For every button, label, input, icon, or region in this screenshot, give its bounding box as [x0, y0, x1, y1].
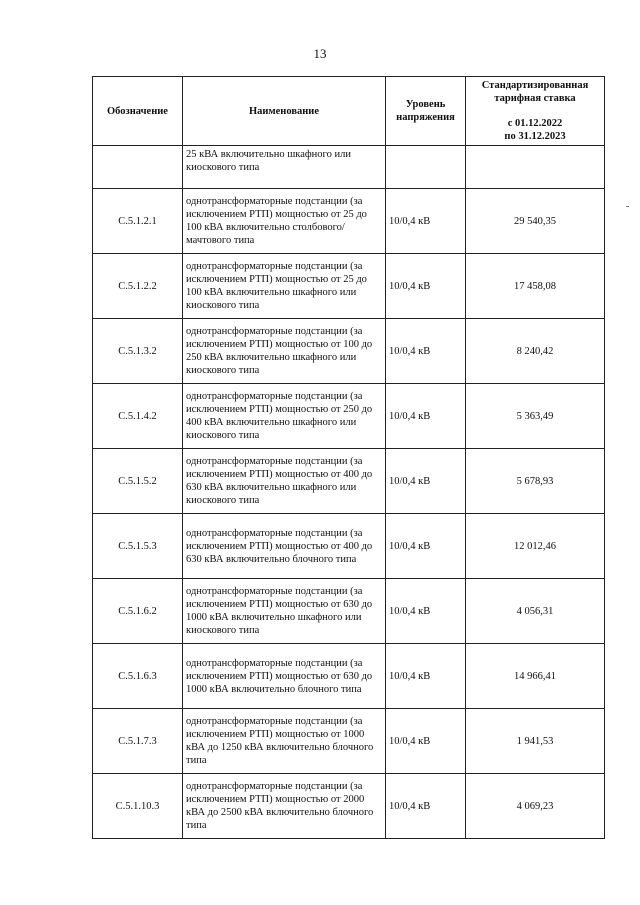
cell-code: С.5.1.10.3 — [93, 774, 183, 839]
header-name: Наименование — [183, 77, 386, 146]
cell-rate: 5 678,93 — [466, 449, 605, 514]
header-code: Обозначение — [93, 77, 183, 146]
cell-name: однотрансформаторные подстанции (за исключением РТП) мощностью от 630 до 1000 кВА включительно блочного типа — [183, 644, 386, 709]
header-rate-period — [469, 117, 601, 143]
cell-code: С.5.1.5.3 — [93, 514, 183, 579]
cell-name: однотрансформаторные подстанции (за исключением РТП) мощностью от 400 до 630 кВА включительно блочного типа — [183, 514, 386, 579]
cell-code: С.5.1.5.2 — [93, 449, 183, 514]
cell-voltage: 10/0,4 кВ — [386, 644, 466, 709]
cell-code: С.5.1.2.1 — [93, 189, 183, 254]
cell-rate: 4 069,23 — [466, 774, 605, 839]
cell-name: однотрансформаторные подстанции (за исключением РТП) мощностью от 250 до 400 кВА включительно шкафного или киоскового типа — [183, 384, 386, 449]
cell-rate: 12 012,46 — [466, 514, 605, 579]
scan-mark — [626, 206, 629, 207]
cell-code: С.5.1.6.3 — [93, 644, 183, 709]
header-rate-from: с 01.12.2022 — [507, 118, 563, 129]
cell-voltage — [386, 146, 466, 189]
tariff-table — [92, 76, 605, 839]
cell-code — [93, 146, 183, 189]
header-voltage: Уровень напряжения — [386, 77, 466, 146]
header-rate-to: по 31.12.2023 — [504, 131, 566, 142]
table-row — [93, 709, 605, 774]
table-row — [93, 644, 605, 709]
cell-name: однотрансформаторные подстанции (за исключением РТП) мощностью от 630 до 1000 кВА включительно шкафного или киоскового типа — [183, 579, 386, 644]
header-rate-title: Стандартизированная тарифная ставка — [481, 80, 589, 104]
table-row — [93, 774, 605, 839]
cell-code: С.5.1.4.2 — [93, 384, 183, 449]
cell-voltage: 10/0,4 кВ — [386, 254, 466, 319]
cell-name: однотрансформаторные подстанции (за исключением РТП) мощностью от 400 до 630 кВА включительно шкафного или киоскового типа — [183, 449, 386, 514]
table-row — [93, 319, 605, 384]
cell-rate: 1 941,53 — [466, 709, 605, 774]
cell-name: однотрансформаторные подстанции (за исключением РТП) мощностью от 2000 кВА до 2500 кВА включительно блочного типа — [183, 774, 386, 839]
cell-voltage: 10/0,4 кВ — [386, 384, 466, 449]
cell-rate: 8 240,42 — [466, 319, 605, 384]
cell-voltage: 10/0,4 кВ — [386, 709, 466, 774]
cell-voltage: 10/0,4 кВ — [386, 579, 466, 644]
cell-voltage: 10/0,4 кВ — [386, 514, 466, 579]
cell-voltage: 10/0,4 кВ — [386, 189, 466, 254]
cell-name: 25 кВА включительно шкафного или киоскового типа — [183, 146, 386, 189]
cell-voltage: 10/0,4 кВ — [386, 449, 466, 514]
cell-code: С.5.1.2.2 — [93, 254, 183, 319]
cell-rate: 29 540,35 — [466, 189, 605, 254]
table-header-row — [93, 77, 605, 146]
cell-name: однотрансформаторные подстанции (за исключением РТП) мощностью от 100 до 250 кВА включительно шкафного или киоскового типа — [183, 319, 386, 384]
cell-rate — [466, 146, 605, 189]
cell-rate: 17 458,08 — [466, 254, 605, 319]
header-rate — [466, 77, 605, 146]
table-row — [93, 579, 605, 644]
page-number: 13 — [313, 46, 327, 61]
cell-name: однотрансформаторные подстанции (за исключением РТП) мощностью от 25 до 100 кВА включительно шкафного или киоскового типа — [183, 254, 386, 319]
cell-code: С.5.1.7.3 — [93, 709, 183, 774]
cell-voltage: 10/0,4 кВ — [386, 774, 466, 839]
cell-name: однотрансформаторные подстанции (за исключением РТП) мощностью от 25 до 100 кВА включительно столбового/мачтового типа — [183, 189, 386, 254]
cell-voltage: 10/0,4 кВ — [386, 319, 466, 384]
table-row — [93, 254, 605, 319]
cell-code: С.5.1.6.2 — [93, 579, 183, 644]
table-row-continuation — [93, 146, 605, 189]
cell-name: однотрансформаторные подстанции (за исключением РТП) мощностью от 1000 кВА до 1250 кВА включительно блочного типа — [183, 709, 386, 774]
table-row — [93, 384, 605, 449]
table-row — [93, 514, 605, 579]
cell-rate: 14 966,41 — [466, 644, 605, 709]
cell-rate: 4 056,31 — [466, 579, 605, 644]
cell-code: С.5.1.3.2 — [93, 319, 183, 384]
table-row — [93, 449, 605, 514]
cell-rate: 5 363,49 — [466, 384, 605, 449]
table-row — [93, 189, 605, 254]
